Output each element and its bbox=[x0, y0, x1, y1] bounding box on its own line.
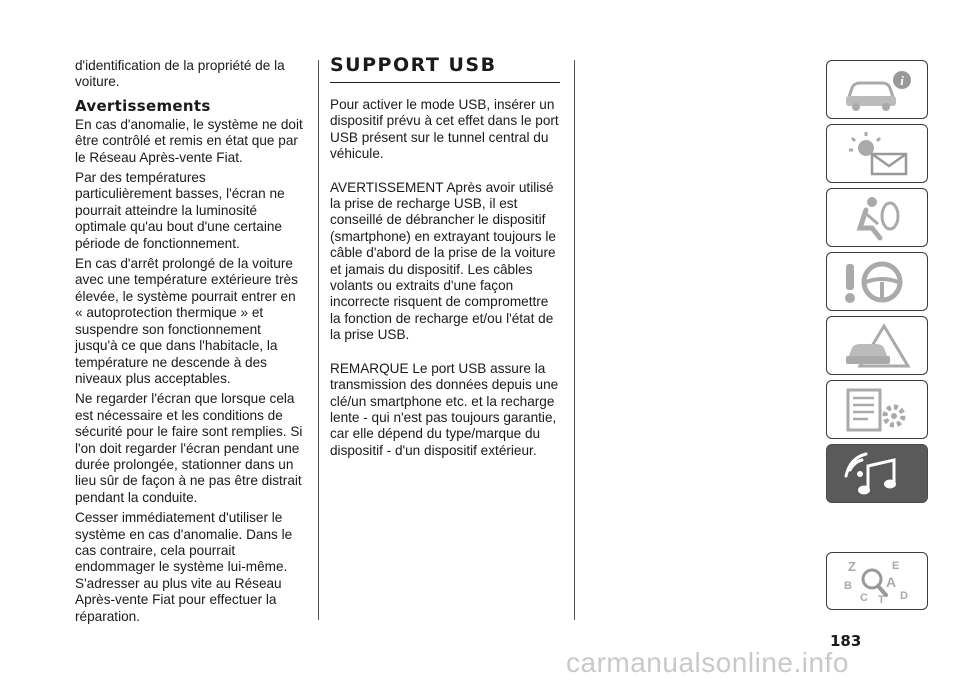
warning-light-message-icon bbox=[842, 130, 912, 178]
column-divider-left bbox=[318, 60, 319, 620]
seat-airbag-icon bbox=[842, 194, 912, 242]
right-column bbox=[330, 54, 560, 476]
left-column bbox=[75, 58, 305, 629]
tab-car-info[interactable] bbox=[826, 60, 928, 119]
watermark: carmanualsonline.info bbox=[566, 647, 849, 678]
warning-paragraph-2: Par des températures particulièrement basses, l'écran ne pourrait atteindre la luminosité optimale qu'au bout d'une certaine période de fonctionnement. bbox=[75, 170, 285, 251]
warning-paragraph-1: En cas d'anomalie, le système ne doit être contrôlé et remis en état que par le Réseau Après-vente Fiat. bbox=[75, 116, 303, 165]
index-letter-e: E bbox=[892, 560, 900, 572]
index-letter-t: T bbox=[878, 594, 885, 605]
multimedia-music-icon bbox=[842, 450, 912, 498]
warnings-heading: Avertissements bbox=[75, 96, 211, 115]
tab-index[interactable] bbox=[826, 552, 928, 610]
tab-multimedia[interactable] bbox=[826, 444, 928, 503]
key-steering-wheel-icon bbox=[842, 258, 912, 306]
index-letter-z: Z bbox=[848, 559, 856, 574]
car-info-icon bbox=[842, 66, 912, 114]
svg-text:i: i bbox=[900, 72, 904, 88]
alphabetical-index-icon bbox=[842, 557, 912, 605]
tab-safety[interactable] bbox=[826, 188, 928, 247]
tab-emergency[interactable] bbox=[826, 316, 928, 375]
car-crash-warning-icon bbox=[842, 322, 912, 370]
tab-maintenance[interactable] bbox=[826, 380, 928, 439]
warning-paragraph-3: En cas d'arrêt prolongé de la voiture avec une température extérieure très élevée, le système pourrait entrer en « autoprotection thermique » et suspendre son fonctionnement jusqu'à ce que dans l'habitacle, la température ne descende à des niveaux plus acceptables. bbox=[75, 256, 298, 386]
page-number: 183 bbox=[830, 632, 862, 650]
index-letter-a: A bbox=[886, 574, 897, 590]
warning-paragraph-5: Cesser immédiatement d'utiliser le système en cas d'anomalie. Dans le cas contraire, cela pourrait endommager le système lui-même. S'adresser au plus vite au Réseau Après-vente Fiat pour effectuer la réparation. bbox=[75, 510, 293, 624]
index-letter-d: D bbox=[900, 590, 908, 602]
intro-paragraph: d'identification de la propriété de la voiture. bbox=[75, 58, 285, 90]
index-letter-c: C bbox=[860, 592, 868, 604]
warning-paragraph-4: Ne regarder l'écran que lorsque cela est nécessaire et les conditions de sécurité pour le faire sont remplies. Si l'on doit regarder l'écran pendant une durée prolongée, stationner dans un lieu sûr de façon à ne pas être distrait pendant la conduite. bbox=[75, 391, 303, 505]
tab-starting-driving[interactable] bbox=[826, 252, 928, 311]
tab-warning-lights[interactable] bbox=[826, 124, 928, 183]
column-divider-right bbox=[574, 60, 575, 620]
usb-paragraph-3: REMARQUE Le port USB assure la transmission des données depuis une clé/un smartphone etc. et la recharge lente - qui n'est pas toujours garantie, car elle dépend du type/marque du dispositif - d'un dispositif extérieur. bbox=[330, 360, 559, 458]
index-letter-b: B bbox=[844, 580, 852, 592]
usb-paragraph-1: Pour activer le mode USB, insérer un dispositif prévu à cet effet dans le port USB présent sur le tunnel central du véhicule. bbox=[330, 97, 559, 162]
usb-support-heading: SUPPORT USB bbox=[330, 54, 560, 83]
usb-paragraph-2: AVERTISSEMENT Après avoir utilisé la prise de recharge USB, il est conseillé de débrancher le dispositif (smartphone) en extrayant toujours le câble d'abord de la prise de la voiture et jamais du dispositif. Les câbles volants ou extraits d'une façon incorrecte risquent de compromettre la fonction de recharge et/ou l'état de la prise USB. bbox=[330, 179, 556, 343]
maintenance-document-icon bbox=[842, 386, 912, 434]
